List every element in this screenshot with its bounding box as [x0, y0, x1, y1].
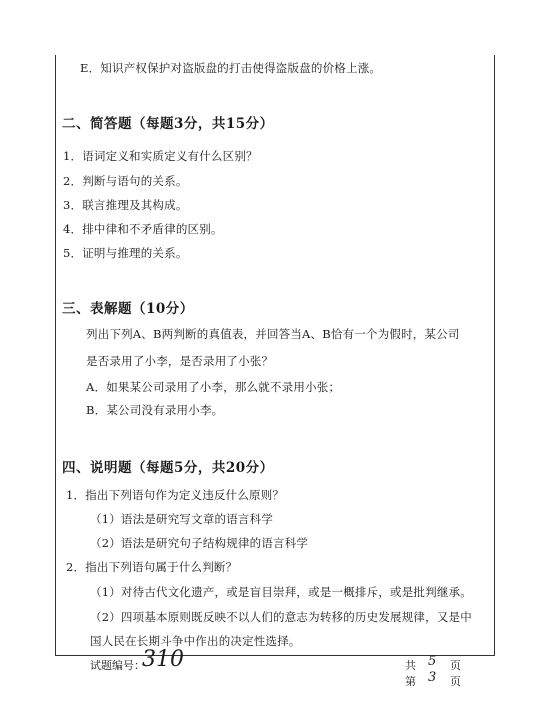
section2-item: 5．证明与推理的关系。 [63, 246, 188, 260]
section2-item: 4．排中律和不矛盾律的区别。 [63, 222, 223, 236]
section4-item: 国人民在长期斗争中作出的决定性选择。 [90, 634, 301, 648]
total-pages-label: 共 [405, 659, 416, 672]
section2-heading: 二、简答题（每题3分，共15分） [62, 116, 274, 132]
exam-code-value: 310 [142, 647, 184, 672]
section4-item: （1）对待古代文化遗产，或是盲目崇拜，或是一概排斥，或是批判继承。 [90, 585, 472, 599]
section2-item: 3．联言推理及其构成。 [63, 198, 188, 212]
section3-line: A．如果某公司录用了小李，那么就不录用小张； [86, 380, 341, 394]
page-number-unit: 页 [450, 675, 461, 688]
page-number-label: 第 [405, 675, 416, 688]
section3-line: 是否录用了小李，是否录用了小张？ [86, 354, 274, 368]
section4-item: （1）语法是研究写文章的语言科学 [90, 512, 274, 526]
total-pages-unit: 页 [450, 659, 461, 672]
section3-line: 列出下列A、B两判断的真值表，并回答当A、B恰有一个为假时，某公司 [86, 327, 460, 341]
section4-item: （2）四项基本原则既反映不以人们的意志为转移的历史发展规律，又是中 [90, 610, 472, 624]
frame-left-border [55, 55, 56, 655]
section2-item: 2．判断与语句的关系。 [63, 174, 188, 188]
total-pages-value: 5 [428, 654, 437, 669]
section3-heading: 三、表解题（10分） [62, 301, 194, 317]
section2-item: 1．语词定义和实质定义有什么区别？ [63, 149, 258, 163]
section4-item: （2）语法是研究句子结构规律的语言科学 [90, 536, 309, 550]
section4-question: 2．指出下列语句属于什么判断？ [66, 560, 238, 574]
section3-line: B．某公司没有录用小李。 [86, 403, 224, 417]
page-number-value: 3 [428, 670, 437, 685]
option-e: E．知识产权保护对盗版盘的打击使得盗版盘的价格上涨。 [80, 61, 382, 75]
section4-question: 1．指出下列语句作为定义违反什么原则？ [66, 488, 285, 502]
frame-right-border [494, 55, 495, 655]
exam-code-label: 试题编号： [90, 659, 145, 672]
section4-heading: 四、说明题（每题5分，共20分） [62, 460, 274, 476]
